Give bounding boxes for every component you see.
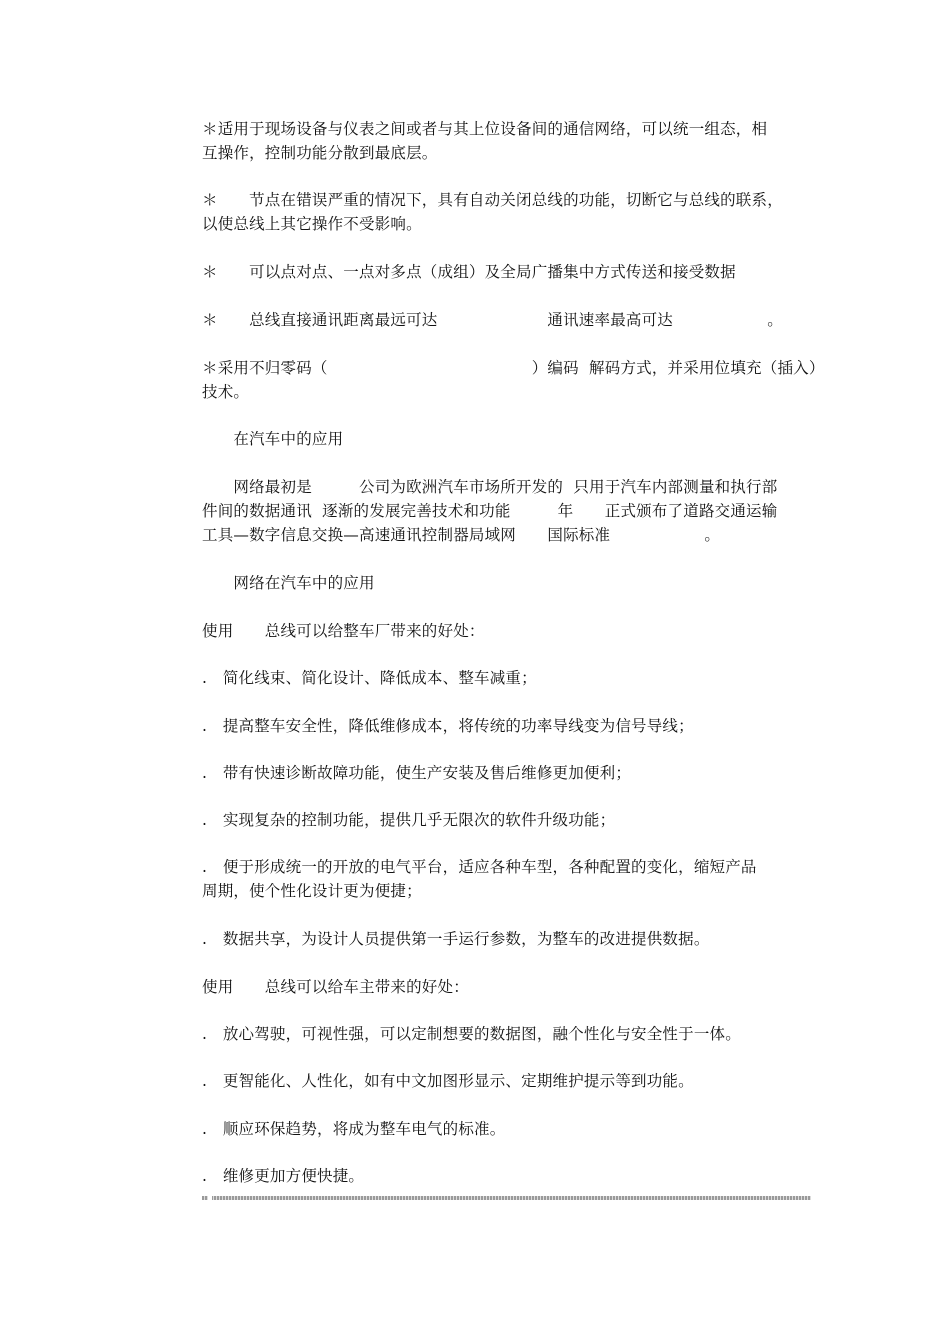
text-line: ＊ 节点在错误严重的情况下，具有自动关闭总线的功能，切断它与总线的联系，	[202, 191, 783, 209]
text-line: 互操作，控制功能分散到最底层。	[202, 144, 438, 162]
text-line: 工具—数字信息交换—高速通讯控制器局域网 国际标准 。	[202, 526, 721, 544]
list-item: . 放心驾驶，可视性强，可以定制想要的数据图，融个性化与安全性于一体。	[202, 1025, 741, 1043]
text-line: ＊ 可以点对点、一点对多点（成组）及全局广播集中方式传送和接受数据	[202, 263, 736, 281]
divider-gap	[208, 1196, 212, 1200]
section-heading: 在汽车中的应用	[202, 430, 344, 448]
text-line: 使用 总线可以给整车厂带来的好处：	[202, 622, 485, 640]
section-heading: 网络在汽车中的应用	[202, 574, 375, 592]
list-item: . 简化线束、简化设计、降低成本、整车减重；	[202, 669, 537, 687]
footer-divider	[202, 1196, 811, 1200]
list-item: . 维修更加方便快捷。	[202, 1167, 365, 1185]
text-line: ＊适用于现场设备与仪表之间或者与其上位设备间的通信网络，可以统一组态，相	[202, 120, 768, 138]
list-item: . 便于形成统一的开放的电气平台，适应各种车型，各种配置的变化，缩短产品	[202, 858, 757, 876]
text-line: 以使总线上其它操作不受影响。	[202, 215, 422, 233]
text-line: 网络最初是 公司为欧洲汽车市场所开发的 只用于汽车内部测量和执行部	[202, 478, 778, 496]
list-item: . 数据共享，为设计人员提供第一手运行参数，为整车的改进提供数据。	[202, 930, 710, 948]
list-item: . 实现复杂的控制功能，提供几乎无限次的软件升级功能；	[202, 811, 616, 829]
list-item: . 提高整车安全性，降低维修成本，将传统的功率导线变为信号导线；	[202, 717, 694, 735]
text-line: ＊ 总线直接通讯距离最远可达 通讯速率最高可达 。	[202, 311, 783, 329]
list-item: . 顺应环保趋势，将成为整车电气的标准。	[202, 1120, 506, 1138]
text-line: 周期，使个性化设计更为便捷；	[202, 882, 422, 900]
text-line: 使用 总线可以给车主带来的好处：	[202, 978, 469, 996]
text-line: 件间的数据通讯 逐渐的发展完善技术和功能 年 正式颁布了道路交通运输	[202, 502, 778, 520]
text-line: 技术。	[202, 383, 250, 401]
list-item: . 更智能化、人性化，如有中文加图形显示、定期维护提示等到功能。	[202, 1072, 694, 1090]
text-line: ＊采用不归零码（ ）编码 解码方式，并采用位填充（插入）	[202, 359, 825, 377]
list-item: . 带有快速诊断故障功能，使生产安装及售后维修更加便利；	[202, 764, 632, 782]
